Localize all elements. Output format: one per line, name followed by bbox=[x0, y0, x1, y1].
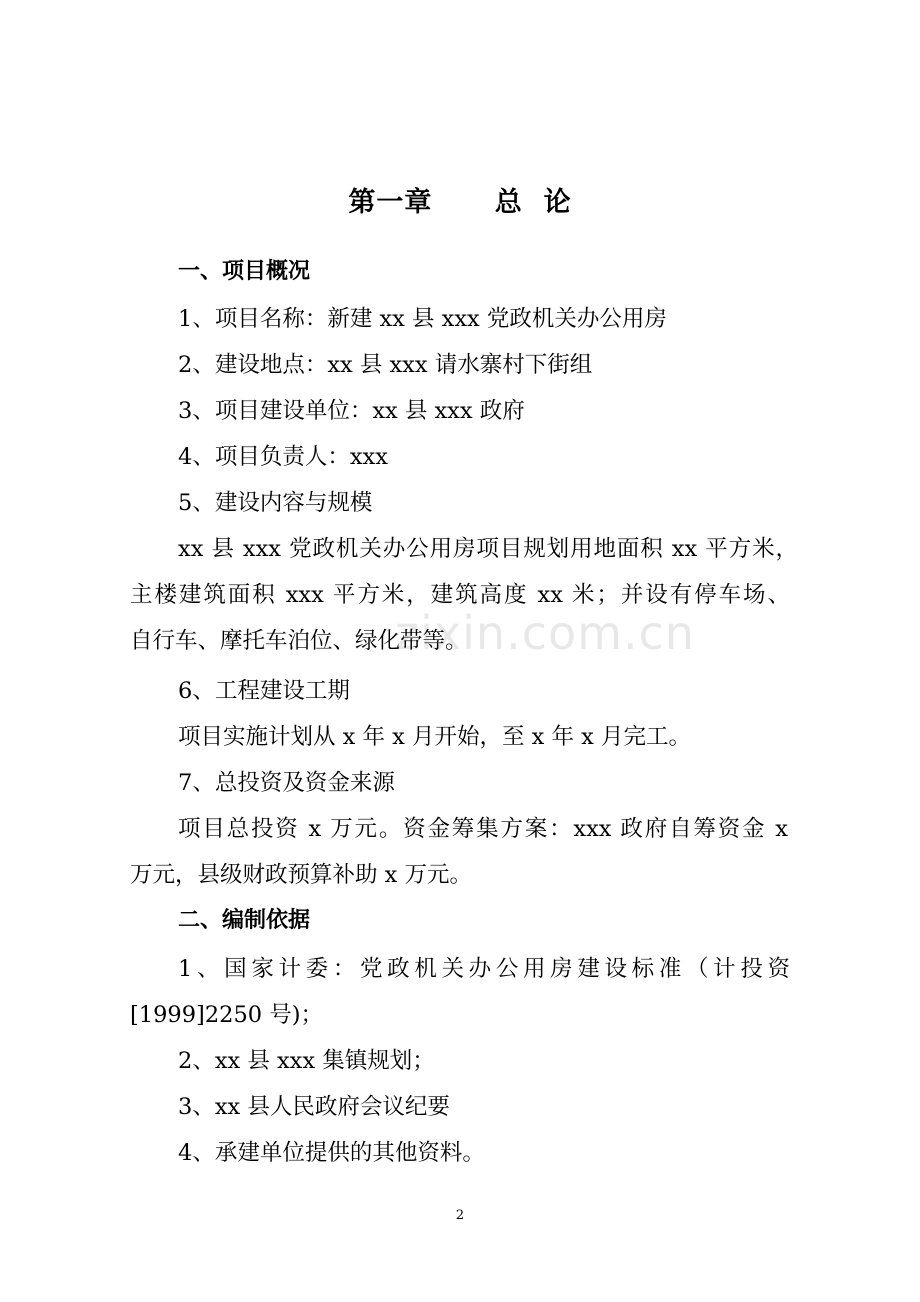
section-heading-project-overview: 一、项目概况 bbox=[178, 259, 311, 284]
item-construction-unit: 3、项目建设单位：xx 县 xxx 政府 bbox=[178, 398, 525, 424]
basis-item-4: 4、承建单位提供的其他资料。 bbox=[178, 1140, 485, 1166]
basis-item-1-line-2: [1999]2250 号)； bbox=[130, 1002, 324, 1028]
item-construction-site: 2、建设地点：xx 县 xxx 请水寨村下街组 bbox=[178, 352, 593, 378]
item-investment-source: 7、总投资及资金来源 bbox=[178, 770, 395, 796]
basis-item-3: 3、xx 县人民政府会议纪要 bbox=[178, 1094, 450, 1120]
paragraph-period: 项目实施计划从 x 年 x 月开始，至 x 年 x 月完工。 bbox=[178, 724, 691, 750]
page-number: 2 bbox=[455, 1208, 465, 1223]
item-project-leader: 4、项目负责人：xxx bbox=[178, 444, 388, 470]
paragraph-investment-line-2: 万元，县级财政预算补助 x 万元。 bbox=[130, 862, 472, 888]
paragraph-scale-line-2: 主楼建筑面积 xxx 平方米，建筑高度 xx 米；并设有停车场、 bbox=[130, 582, 790, 608]
section-heading-basis: 二、编制依据 bbox=[178, 908, 311, 933]
chapter-title: 第一章 总 论 bbox=[348, 187, 572, 218]
basis-item-1-line-1: 1、国家计委：党政机关办公用房建设标准（计投资 bbox=[178, 956, 790, 982]
item-construction-period: 6、工程建设工期 bbox=[178, 678, 350, 704]
paragraph-scale-line-1: xx 县 xxx 党政机关办公用房项目规划用地面积 xx 平方米， bbox=[178, 536, 798, 562]
item-content-and-scale: 5、建设内容与规模 bbox=[178, 490, 373, 516]
item-project-name: 1、项目名称：新建 xx 县 xxx 党政机关办公用房 bbox=[178, 306, 667, 332]
watermark: zixin.com.cn bbox=[395, 606, 696, 660]
paragraph-investment-line-1: 项目总投资 x 万元。资金筹集方案：xxx 政府自筹资金 x bbox=[178, 816, 788, 842]
paragraph-scale-line-3: 自行车、摩托车泊位、绿化带等。 bbox=[130, 628, 468, 654]
basis-item-2: 2、xx 县 xxx 集镇规划； bbox=[178, 1048, 435, 1074]
